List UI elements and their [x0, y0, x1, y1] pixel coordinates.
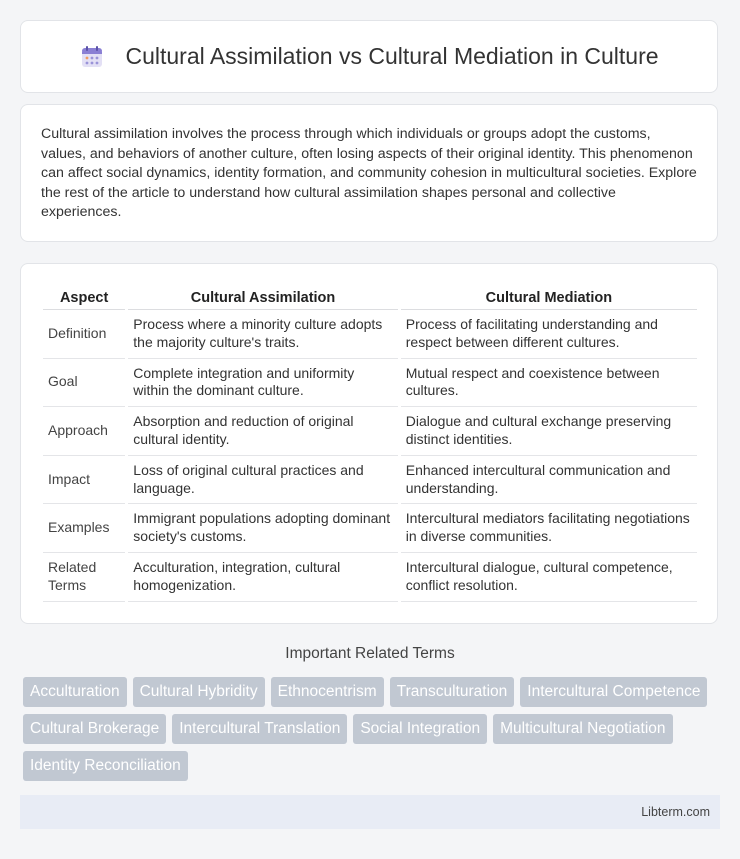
- row-assimilation: Acculturation, integration, cultural homogenization.: [128, 553, 397, 602]
- page-title: Cultural Assimilation vs Cultural Mediation in Culture: [125, 43, 659, 69]
- tag-intercultural-translation[interactable]: Intercultural Translation: [172, 714, 347, 744]
- related-terms-title: Important Related Terms: [285, 645, 455, 662]
- row-assimilation: Absorption and reduction of original cultural identity.: [128, 407, 397, 456]
- row-mediation: Process of facilitating understanding and respect between different cultures.: [401, 310, 697, 359]
- comparison-table: [40, 284, 700, 602]
- tag-identity-reconciliation[interactable]: Identity Reconciliation: [23, 751, 188, 781]
- related-terms-tags: [23, 677, 723, 781]
- calendar-grid-icon: [79, 44, 105, 70]
- row-assimilation: Complete integration and uniformity within the dominant culture.: [128, 359, 397, 408]
- tag-social-integration[interactable]: Social Integration: [353, 714, 487, 744]
- row-assimilation: Immigrant populations adopting dominant society's customs.: [128, 504, 397, 553]
- tag-ethnocentrism[interactable]: Ethnocentrism: [271, 677, 384, 707]
- footer: [20, 795, 720, 829]
- intro-paragraph: Cultural assimilation involves the process through which individuals or groups adopt the customs, values, and behaviors of another culture, often losing aspects of their original identity. This phenomenon can affect social dynamics, identity formation, and community cohesion in multicultural societies. Explore the rest of the article to understand how cultural assimilation shapes personal and collective experiences.: [41, 126, 697, 221]
- table-row: [43, 553, 697, 602]
- tag-cultural-hybridity[interactable]: Cultural Hybridity: [133, 677, 265, 707]
- table-row: [43, 504, 697, 553]
- row-mediation: Dialogue and cultural exchange preserving distinct identities.: [401, 407, 697, 456]
- tag-transculturation[interactable]: Transculturation: [390, 677, 515, 707]
- table-row: [43, 407, 697, 456]
- row-aspect: Goal: [43, 359, 125, 408]
- row-assimilation: Process where a minority culture adopts the majority culture's traits.: [128, 310, 397, 359]
- row-aspect: Examples: [43, 504, 125, 553]
- row-mediation: Intercultural mediators facilitating negotiations in diverse communities.: [401, 504, 697, 553]
- comparison-card: [20, 263, 718, 624]
- header-aspect: Aspect: [43, 284, 125, 310]
- table-row: [43, 456, 697, 505]
- tag-acculturation[interactable]: Acculturation: [23, 677, 127, 707]
- header-cultural-assimilation: Cultural Assimilation: [128, 284, 397, 310]
- row-assimilation: Loss of original cultural practices and language.: [128, 456, 397, 505]
- row-mediation: Enhanced intercultural communication and understanding.: [401, 456, 697, 505]
- row-mediation: Intercultural dialogue, cultural competence, conflict resolution.: [401, 553, 697, 602]
- row-aspect: Approach: [43, 407, 125, 456]
- table-row: [43, 359, 697, 408]
- row-aspect: Impact: [43, 456, 125, 505]
- title-wrap: [79, 43, 658, 70]
- footer-brand[interactable]: Libterm.com: [641, 805, 710, 819]
- header-card: [20, 20, 718, 93]
- row-aspect: Definition: [43, 310, 125, 359]
- tag-cultural-brokerage[interactable]: Cultural Brokerage: [23, 714, 166, 744]
- table-header-row: [43, 284, 697, 310]
- header-cultural-mediation: Cultural Mediation: [401, 284, 697, 310]
- row-mediation: Mutual respect and coexistence between cultures.: [401, 359, 697, 408]
- tag-intercultural-competence[interactable]: Intercultural Competence: [520, 677, 707, 707]
- row-aspect: Related Terms: [43, 553, 125, 602]
- table-row: [43, 310, 697, 359]
- intro-card: [20, 104, 718, 242]
- tag-multicultural-negotiation[interactable]: Multicultural Negotiation: [493, 714, 672, 744]
